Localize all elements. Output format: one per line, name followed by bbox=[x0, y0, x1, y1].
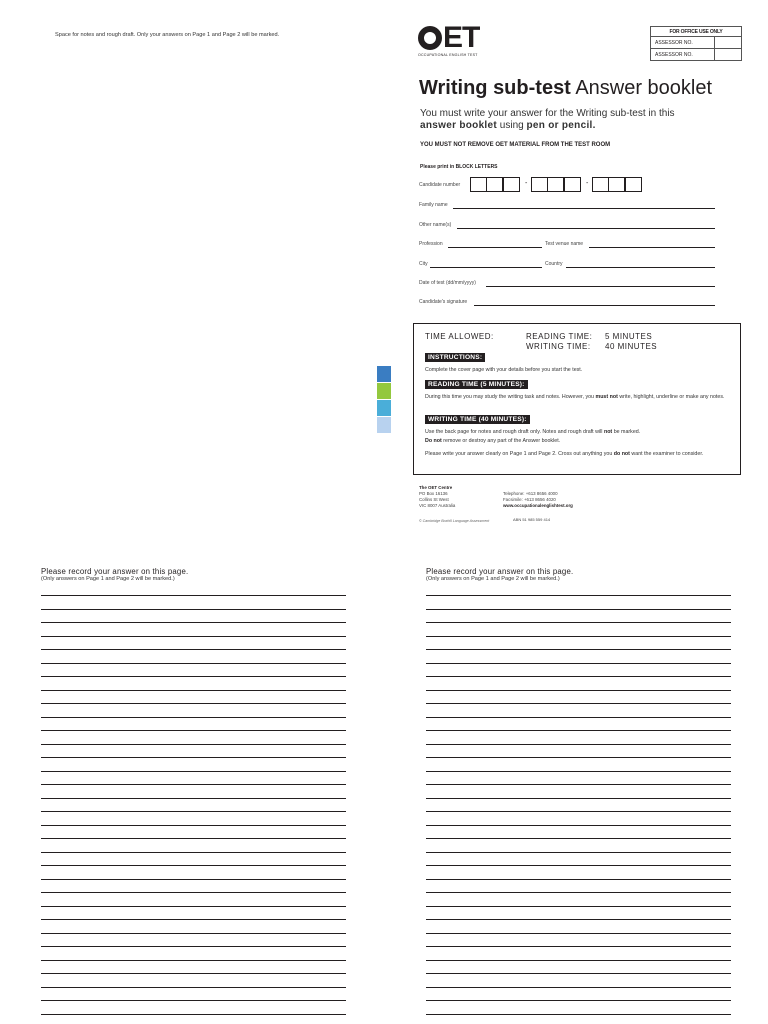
answer-line[interactable] bbox=[41, 744, 346, 745]
answer-page-title: Please record your answer on this page. bbox=[41, 567, 189, 576]
reading-text-bold: must not bbox=[595, 394, 618, 400]
digit-box[interactable] bbox=[564, 177, 581, 192]
assessor-field[interactable] bbox=[715, 49, 742, 61]
answer-line[interactable] bbox=[41, 838, 346, 839]
answer-page-subtitle: (Only answers on Page 1 and Page 2 will be marked.) bbox=[426, 576, 560, 582]
answer-line[interactable] bbox=[426, 649, 731, 650]
logo-subtitle: OCCUPATIONAL ENGLISH TEST bbox=[418, 53, 478, 57]
digit-box[interactable] bbox=[547, 177, 564, 192]
answer-line[interactable] bbox=[426, 757, 731, 758]
answer-page-subtitle: (Only answers on Page 1 and Page 2 will be marked.) bbox=[41, 576, 175, 582]
answer-line[interactable] bbox=[426, 595, 731, 596]
intro-strong: answer booklet bbox=[420, 120, 497, 131]
answer-line[interactable] bbox=[41, 771, 346, 772]
assessor-field[interactable] bbox=[715, 37, 742, 49]
dash: - bbox=[525, 180, 528, 187]
answer-line[interactable] bbox=[426, 609, 731, 610]
logo-text: ET bbox=[443, 21, 480, 54]
other-names-label: Other name(s) bbox=[419, 222, 452, 228]
writing-text-a: Use the back page for notes and rough draft only. Notes and rough draft will bbox=[425, 429, 603, 435]
footer-fax: Facsimile: +613 8656 4020 bbox=[503, 497, 556, 502]
intro-line: You must write your answer for the Writing sub-test in this bbox=[420, 108, 675, 119]
candidate-number-boxes-1[interactable] bbox=[471, 177, 520, 192]
answer-line[interactable] bbox=[41, 784, 346, 785]
answer-line[interactable] bbox=[426, 717, 731, 718]
answer-line[interactable] bbox=[41, 973, 346, 974]
answer-page-title: Please record your answer on this page. bbox=[426, 567, 574, 576]
answer-line[interactable] bbox=[41, 1014, 346, 1015]
answer-line[interactable] bbox=[426, 987, 731, 988]
page-title bbox=[419, 77, 712, 100]
answer-line[interactable] bbox=[41, 892, 346, 893]
writing-time-value: 40 MINUTES bbox=[605, 342, 658, 351]
color-strip bbox=[377, 383, 391, 399]
answer-line[interactable] bbox=[426, 730, 731, 731]
answer-line[interactable] bbox=[426, 771, 731, 772]
answer-line[interactable] bbox=[426, 690, 731, 691]
answer-line[interactable] bbox=[426, 798, 731, 799]
reading-time-label: READING TIME: bbox=[526, 332, 593, 341]
writing-text bbox=[425, 428, 735, 445]
intro-mid: using bbox=[499, 120, 524, 131]
answer-line[interactable] bbox=[41, 960, 346, 961]
answer-line[interactable] bbox=[41, 852, 346, 853]
answer-line[interactable] bbox=[426, 838, 731, 839]
footer-addr: PO Box 16136 bbox=[419, 491, 448, 496]
color-strip bbox=[377, 417, 391, 433]
assessor-label: ASSESSOR NO. bbox=[651, 49, 715, 61]
country-field[interactable] bbox=[566, 267, 715, 268]
footer-web[interactable]: www.occupationalenglishtest.org bbox=[503, 503, 573, 508]
answer-line[interactable] bbox=[426, 946, 731, 947]
answer-line[interactable] bbox=[426, 825, 731, 826]
city-field[interactable] bbox=[430, 267, 542, 268]
reading-time-value: 5 MINUTES bbox=[605, 332, 653, 341]
answer-line[interactable] bbox=[426, 933, 731, 934]
answer-line[interactable] bbox=[41, 919, 346, 920]
answer-line[interactable] bbox=[41, 690, 346, 691]
intro-text bbox=[420, 108, 730, 132]
footer-address bbox=[419, 485, 455, 509]
footer-contact bbox=[503, 491, 573, 509]
digit-box[interactable] bbox=[592, 177, 609, 192]
oet-logo bbox=[418, 21, 498, 57]
color-strip bbox=[377, 366, 391, 382]
must-not-remove: YOU MUST NOT REMOVE OET MATERIAL FROM THE TEST ROOM bbox=[420, 142, 611, 148]
answer-line[interactable] bbox=[426, 811, 731, 812]
profession-field[interactable] bbox=[448, 247, 542, 248]
office-use-table bbox=[650, 26, 742, 61]
date-label: Date of test (dd/mm/yyyy) bbox=[419, 280, 476, 286]
assessor-label: ASSESSOR NO. bbox=[651, 37, 715, 49]
answer-lines-page-1[interactable] bbox=[41, 595, 346, 1020]
family-name-field[interactable] bbox=[453, 208, 715, 209]
digit-box[interactable] bbox=[486, 177, 503, 192]
answer-line[interactable] bbox=[426, 703, 731, 704]
answer-line[interactable] bbox=[41, 825, 346, 826]
answer-line[interactable] bbox=[41, 730, 346, 731]
answer-line[interactable] bbox=[426, 960, 731, 961]
dash: - bbox=[586, 180, 589, 187]
answer-line[interactable] bbox=[41, 1000, 346, 1001]
answer-line[interactable] bbox=[41, 609, 346, 610]
answer-lines-page-2[interactable] bbox=[426, 595, 731, 1020]
answer-line[interactable] bbox=[41, 906, 346, 907]
logo-o-icon bbox=[418, 26, 442, 50]
writing-text-b: be marked. bbox=[613, 429, 641, 435]
answer-line[interactable] bbox=[41, 703, 346, 704]
intro-end: . bbox=[592, 120, 596, 131]
writing-text-bold: Do not bbox=[425, 437, 442, 444]
footer-org: The OET Centre bbox=[419, 485, 453, 490]
answer-line[interactable] bbox=[426, 973, 731, 974]
digit-box[interactable] bbox=[470, 177, 487, 192]
color-strip bbox=[377, 400, 391, 416]
candidate-number-boxes-3[interactable] bbox=[593, 177, 642, 192]
writing-time-label: WRITING TIME: bbox=[526, 342, 591, 351]
digit-box[interactable] bbox=[625, 177, 642, 192]
answer-line[interactable] bbox=[41, 636, 346, 637]
notes-header: Space for notes and rough draft. Only your answers on Page 1 and Page 2 will be marked. bbox=[55, 32, 280, 38]
reading-text bbox=[425, 393, 735, 402]
writing-text2-a: Please write your answer clearly on Page 1 and Page 2. Cross out anything you bbox=[425, 451, 613, 457]
reading-time-row bbox=[526, 332, 653, 341]
signature-field[interactable] bbox=[474, 305, 715, 306]
answer-line[interactable] bbox=[426, 919, 731, 920]
answer-line[interactable] bbox=[426, 744, 731, 745]
candidate-number-boxes-2[interactable] bbox=[532, 177, 581, 192]
answer-line[interactable] bbox=[41, 933, 346, 934]
venue-label: Test venue name bbox=[545, 241, 584, 247]
answer-line[interactable] bbox=[426, 1014, 731, 1015]
answer-line[interactable] bbox=[41, 676, 346, 677]
time-allowed-label: TIME ALLOWED: bbox=[425, 332, 494, 341]
answer-line[interactable] bbox=[426, 636, 731, 637]
instructions-heading: INSTRUCTIONS: bbox=[425, 353, 485, 362]
country-label: Country bbox=[545, 261, 563, 267]
city-label: City bbox=[419, 261, 428, 267]
writing-text2-b: want the examiner to consider. bbox=[631, 451, 704, 457]
answer-line[interactable] bbox=[426, 892, 731, 893]
writing-text-c: remove or destroy any part of the Answer booklet. bbox=[443, 437, 561, 444]
writing-text-2 bbox=[425, 450, 735, 459]
footer-abn: ABN 51 985 559 414 bbox=[513, 517, 551, 522]
intro-strong: pen or pencil bbox=[526, 120, 593, 131]
answer-line[interactable] bbox=[41, 987, 346, 988]
date-field[interactable] bbox=[486, 286, 715, 287]
answer-line[interactable] bbox=[41, 663, 346, 664]
answer-line[interactable] bbox=[426, 622, 731, 623]
profession-label: Profession bbox=[419, 241, 443, 247]
digit-box[interactable] bbox=[531, 177, 548, 192]
family-name-label: Family name bbox=[419, 202, 448, 208]
answer-line[interactable] bbox=[426, 676, 731, 677]
reading-heading: READING TIME (5 MINUTES): bbox=[425, 380, 528, 389]
block-letters-note: Please print in BLOCK LETTERS bbox=[420, 164, 498, 170]
answer-line[interactable] bbox=[41, 879, 346, 880]
answer-line[interactable] bbox=[41, 865, 346, 866]
answer-line[interactable] bbox=[41, 946, 346, 947]
answer-line[interactable] bbox=[426, 852, 731, 853]
answer-line[interactable] bbox=[41, 649, 346, 650]
office-use-header: FOR OFFICE USE ONLY bbox=[651, 27, 742, 37]
reading-text-b: write, highlight, underline or make any notes. bbox=[619, 394, 725, 400]
answer-line[interactable] bbox=[41, 798, 346, 799]
answer-line[interactable] bbox=[41, 811, 346, 812]
answer-line[interactable] bbox=[426, 865, 731, 866]
candidate-number-label: Candidate number bbox=[419, 182, 461, 188]
instructions-text: Complete the cover page with your details before you start the test. bbox=[425, 367, 583, 373]
writing-time-row bbox=[526, 342, 658, 351]
venue-field[interactable] bbox=[589, 247, 715, 248]
answer-line[interactable] bbox=[426, 784, 731, 785]
reading-text-a: During this time you may study the writing task and notes. However, you bbox=[425, 394, 594, 400]
answer-line[interactable] bbox=[41, 595, 346, 596]
footer-tel: Telephone: +613 8656 4000 bbox=[503, 491, 558, 496]
answer-line[interactable] bbox=[426, 663, 731, 664]
other-names-field[interactable] bbox=[457, 228, 715, 229]
digit-box[interactable] bbox=[503, 177, 520, 192]
footer-addr: Collins St West bbox=[419, 497, 449, 502]
signature-label: Candidate's signature bbox=[419, 299, 468, 305]
answer-line[interactable] bbox=[426, 1000, 731, 1001]
footer-addr: VIC 8007 Australia bbox=[419, 503, 456, 508]
writing-text2-bold: do not bbox=[613, 451, 630, 457]
writing-text-bold: not bbox=[603, 429, 613, 435]
answer-line[interactable] bbox=[41, 717, 346, 718]
title-bold: Writing sub-test bbox=[419, 77, 571, 99]
answer-line[interactable] bbox=[426, 906, 731, 907]
answer-line[interactable] bbox=[41, 757, 346, 758]
answer-line[interactable] bbox=[426, 879, 731, 880]
answer-line[interactable] bbox=[41, 622, 346, 623]
title-regular: Answer booklet bbox=[575, 77, 713, 99]
writing-heading: WRITING TIME (40 MINUTES): bbox=[425, 415, 530, 424]
footer-copyright: © Cambridge Boxhill Language Assessment bbox=[419, 519, 490, 523]
digit-box[interactable] bbox=[608, 177, 625, 192]
